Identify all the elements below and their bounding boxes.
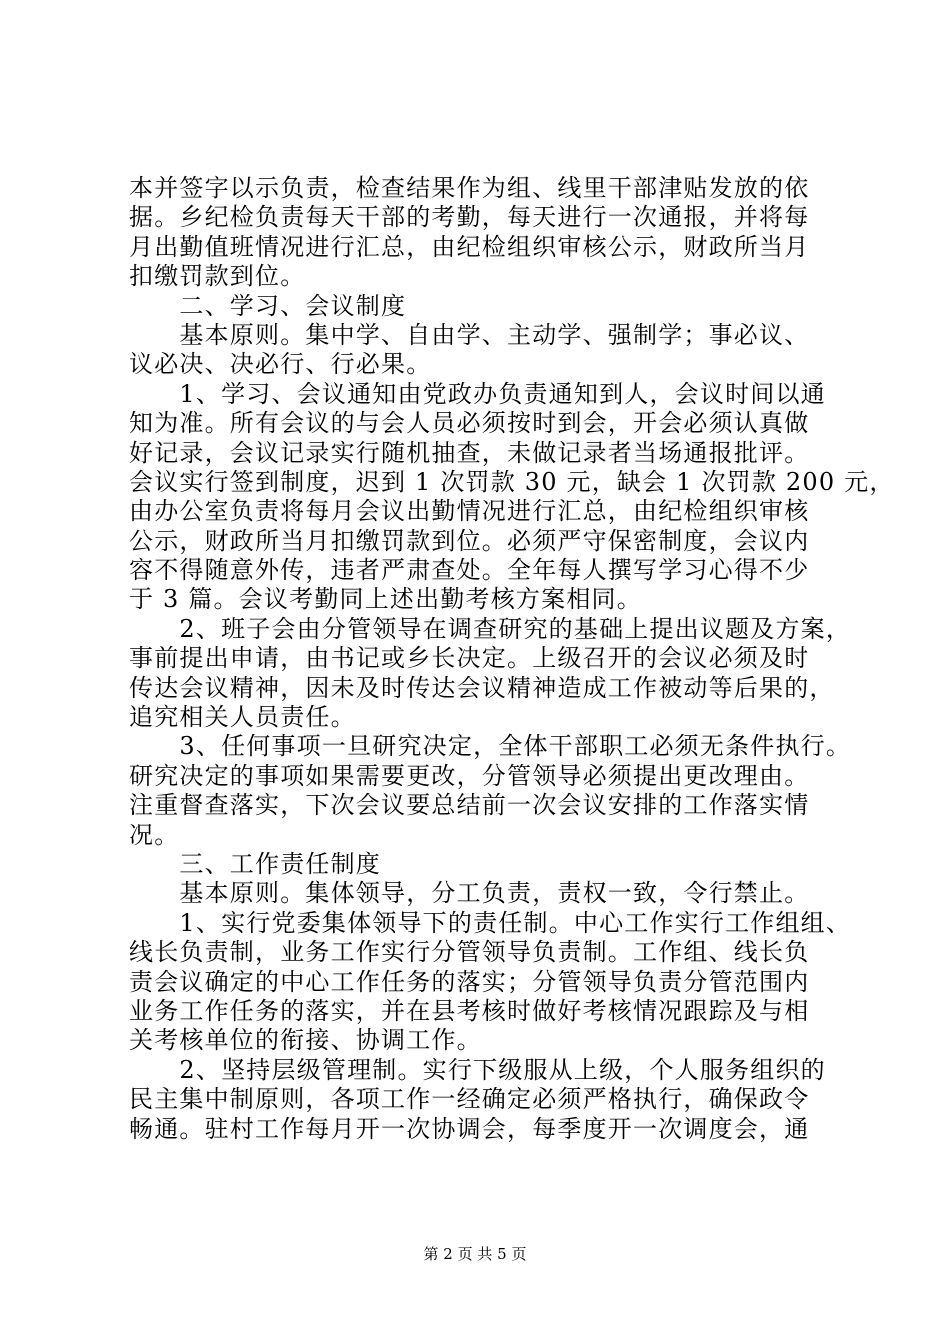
text-line: 议必决、决必行、行必果。 [129,350,432,379]
text-line: 追究相关人员责任。 [129,703,356,732]
text-line: 2、坚持层级管理制。实行下级服从上级，个人服务组织的 [129,1055,826,1084]
text-line: 本并签字以示负责，检查结果作为组、线里干部津贴发放的依 [129,174,810,202]
text-line: 知为准。所有会议的与会人员必须按时到会，开会必须认真做 [129,409,810,438]
text-line: 好记录，会议记录实行随机抽查，未做记录者当场通报批评。 [129,438,810,467]
text-line: 容不得随意外传，违者严肃查处。全年每人撰写学习心得不少 [129,556,810,585]
text-line: 传达会议精神，因未及时传达会议精神造成工作被动等后果的， [129,673,835,702]
document-body [129,174,895,1144]
text-line: 注重督查落实，下次会议要总结前一次会议安排的工作落实情 [129,791,810,820]
text-line: 况。 [129,820,180,849]
text-line: 1、实行党委集体领导下的责任制。中心工作实行工作组组、 [129,908,852,937]
text-line: 线长负责制，业务工作实行分管领导负责制。工作组、线长负 [129,938,810,967]
text-line: 基本原则。集中学、自由学、主动学、强制学；事必议、 [129,320,810,349]
text-line: 1、学习、会议通知由党政办负责通知到人，会议时间以通 [129,379,826,408]
text-line: 业务工作任务的落实，并在县考核时做好考核情况跟踪及与相 [129,996,810,1025]
text-line: 关考核单位的衔接、协调工作。 [129,1026,482,1055]
text-line: 2、班子会由分管领导在调查研究的基础上提出议题及方案， [129,614,852,643]
text-line: 事前提出申请，由书记或乡长决定。上级召开的会议必须及时 [129,644,810,673]
text-line: 民主集中制原则，各项工作一经确定必须严格执行，确保政令 [129,1085,810,1114]
text-line: 研究决定的事项如果需要更改，分管领导必须提出更改理由。 [129,761,810,790]
text-line: 公示，财政所当月扣缴罚款到位。必须严守保密制度，会议内 [129,526,810,555]
text-line: 于 3 篇。会议考勤同上述出勤考核方案相同。 [129,585,642,614]
text-line: 会议实行签到制度，迟到 1 次罚款 30 元，缺会 1 次罚款 200 元， [129,467,895,496]
text-line: 3、任何事项一旦研究决定，全体干部职工必须无条件执行。 [129,732,852,761]
section-heading: 三、工作责任制度 [129,849,381,878]
text-line: 据。乡纪检负责每天干部的考勤，每天进行一次通报，并将每 [129,203,810,232]
text-line: 月出勤值班情况进行汇总，由纪检组织审核公示，财政所当月 [129,232,810,261]
text-line: 扣缴罚款到位。 [129,262,306,291]
page-number-footer: 第 2 页 共 5 页 [423,1245,527,1263]
text-line: 畅通。驻村工作每月开一次协调会，每季度开一次调度会，通 [129,1114,810,1143]
text-line: 由办公室负责将每月会议出勤情况进行汇总，由纪检组织审核 [129,497,810,526]
text-line: 责会议确定的中心工作任务的落实；分管领导负责分管范围内 [129,967,810,996]
text-line: 基本原则。集体领导，分工负责，责权一致，令行禁止。 [129,879,810,908]
section-heading: 二、学习、会议制度 [129,291,407,320]
